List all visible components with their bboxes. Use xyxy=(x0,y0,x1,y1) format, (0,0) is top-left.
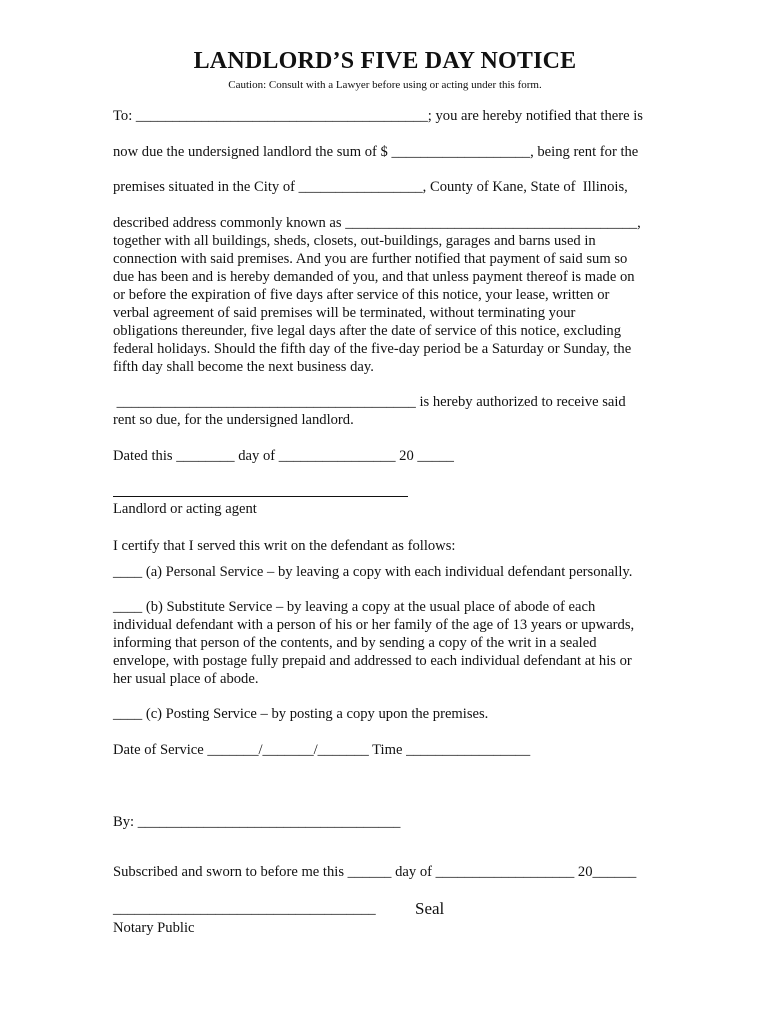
notary-signature-line: ____________________________________ xyxy=(113,901,376,917)
body-line: together with all buildings, sheds, closets, out-buildings, garages and barns used in xyxy=(113,233,596,249)
body-line: federal holidays. Should the fifth day of the five-day period be a Saturday or Sunday, the xyxy=(113,341,632,357)
substitute-service-line: informing that person of the contents, and by sending a copy of the writ in a sealed xyxy=(113,635,597,651)
landlord-signature-line xyxy=(113,496,408,497)
authorized-line-cont: rent so due, for the undersigned landlord. xyxy=(113,412,354,428)
by-line: By: ____________________________________ xyxy=(113,814,401,830)
body-line: obligations thereunder, five legal days after the date of service of this notice, excluding xyxy=(113,323,621,339)
body-line: or before the expiration of five days after service of this notice, your lease, written or xyxy=(113,287,610,303)
city-line: premises situated in the City of _________________, County of Kane, State of Illinois, xyxy=(113,179,628,195)
posting-service-line: ____ (c) Posting Service – by posting a copy upon the premises. xyxy=(113,706,489,722)
substitute-service-line: her usual place of abode. xyxy=(113,671,259,687)
subscribed-line: Subscribed and sworn to before me this ______ day of ___________________ 20______ xyxy=(113,864,637,880)
landlord-label: Landlord or acting agent xyxy=(113,501,257,517)
substitute-service-line: envelope, with postage fully prepaid and addressed to each individual defendant at his or xyxy=(113,653,632,669)
date-of-service-line: Date of Service _______/_______/_______ Time _________________ xyxy=(113,742,531,758)
body-line: due has been and is hereby demanded of you, and that unless payment thereof is made on xyxy=(113,269,635,285)
certify-line: I certify that I served this writ on the defendant as follows: xyxy=(113,538,456,554)
seal-label: Seal xyxy=(415,899,445,918)
body-line: fifth day shall become the next business day. xyxy=(113,359,374,375)
substitute-service-line: ____ (b) Substitute Service – by leaving a copy at the usual place of abode of each xyxy=(113,599,596,615)
amount-line: now due the undersigned landlord the sum of $ ___________________, being rent for the xyxy=(113,144,639,160)
to-line: To: ________________________________________; you are hereby notified that there is xyxy=(113,108,643,124)
body-line: verbal agreement of said premises will be terminated, without terminating your xyxy=(113,305,576,321)
body-line: connection with said premises. And you are further notified that payment of said sum so xyxy=(113,251,628,267)
substitute-service-line: individual defendant with a person of his or her family of the age of 13 years or upwards, xyxy=(113,617,635,633)
caution-note: Caution: Consult with a Lawyer before using or acting under this form. xyxy=(228,79,542,91)
dated-line: Dated this ________ day of ________________ 20 _____ xyxy=(113,448,454,464)
personal-service-line: ____ (a) Personal Service – by leaving a copy with each individual defendant personally. xyxy=(113,564,633,580)
notary-label: Notary Public xyxy=(113,920,195,936)
document-title: LANDLORD’S FIVE DAY NOTICE xyxy=(193,48,577,74)
authorized-line: _________________________________________ is hereby authorized to receive said xyxy=(113,394,626,410)
address-line: described address commonly known as ________________________________________, xyxy=(113,215,641,231)
